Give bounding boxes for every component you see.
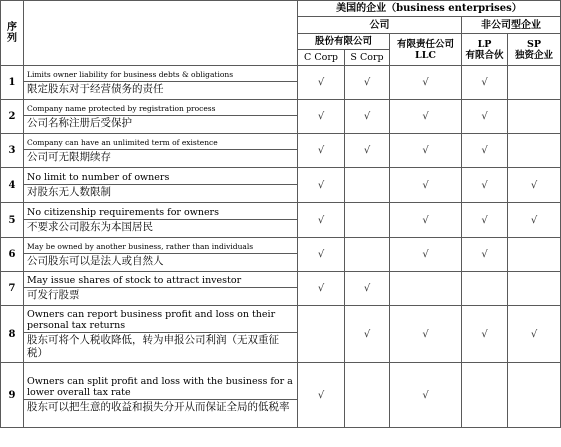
check-mark-icon: √ xyxy=(317,77,325,88)
feature-description xyxy=(24,134,298,168)
feature-chinese-text: 限定股东对于经营债务的责任 xyxy=(27,82,164,95)
check-mark-icon: √ xyxy=(317,249,325,260)
feature-chinese-text: 可发行股票 xyxy=(27,289,80,301)
row-number: 7 xyxy=(1,272,24,306)
row-number: 6 xyxy=(1,238,24,272)
index-header-text: 序 列 xyxy=(7,22,17,44)
lp-check-cell xyxy=(462,66,508,100)
llc-check-cell xyxy=(390,66,462,100)
check-mark-icon: √ xyxy=(317,179,325,191)
check-mark-icon: √ xyxy=(422,77,429,88)
business-enterprises-header: 美国的企业（business enterprises） xyxy=(298,1,561,17)
feature-chinese-text: 公司名称注册后受保护 xyxy=(27,116,132,129)
table-row xyxy=(1,203,561,238)
s-corp-check-cell xyxy=(345,100,390,134)
lp-check-cell xyxy=(462,100,508,134)
c-corp-header: C Corp xyxy=(298,50,345,66)
c-corp-check-cell xyxy=(298,134,345,168)
table-row xyxy=(1,100,561,134)
non-corporate-group-header: 非公司型企业 xyxy=(462,17,561,34)
sp-check-cell xyxy=(508,272,561,306)
lp-check-cell xyxy=(462,272,508,306)
llc-check-cell xyxy=(390,134,462,168)
lp-header xyxy=(462,34,508,66)
sp-check-cell xyxy=(508,66,561,100)
check-mark-icon: √ xyxy=(317,111,325,122)
lp-check-cell xyxy=(462,363,508,428)
check-mark-icon: √ xyxy=(363,145,371,156)
check-mark-icon: √ xyxy=(422,179,429,191)
llc-check-cell xyxy=(390,168,462,203)
check-mark-icon: √ xyxy=(363,77,371,88)
feature-description xyxy=(24,203,298,238)
c-corp-check-cell xyxy=(298,272,345,306)
feature-english-text: Limits owner liability for business debts & obligations xyxy=(24,68,297,82)
llc-check-cell xyxy=(390,100,462,134)
table-row xyxy=(1,306,561,363)
sp-header xyxy=(508,34,561,66)
table-row xyxy=(1,272,561,306)
table-row xyxy=(1,363,561,428)
lp-check-cell xyxy=(462,134,508,168)
check-mark-icon: √ xyxy=(530,214,538,226)
row-number: 4 xyxy=(1,168,24,203)
check-mark-icon: √ xyxy=(481,77,488,88)
lp-header-text: LP 有限合伙 xyxy=(465,38,504,61)
sp-header-text: SP 独资企业 xyxy=(514,38,553,61)
feature-chinese-text: 不要求公司股东为本国居民 xyxy=(27,220,153,233)
lp-check-cell xyxy=(462,238,508,272)
check-mark-icon: √ xyxy=(363,283,371,294)
feature-chinese-text: 股东可将个人税收降低，转为申报公司利润（无双重征税） xyxy=(27,333,279,359)
feature-english-text: Company can have an unlimited term of existence xyxy=(24,136,297,150)
row-number: 8 xyxy=(1,306,24,363)
s-corp-check-cell xyxy=(345,272,390,306)
check-mark-icon: √ xyxy=(422,145,429,156)
check-mark-icon: √ xyxy=(530,179,538,191)
index-column-header xyxy=(1,1,24,66)
check-mark-icon: √ xyxy=(481,111,488,122)
c-corp-check-cell xyxy=(298,363,345,428)
check-mark-icon: √ xyxy=(363,111,371,122)
sp-check-cell xyxy=(508,363,561,428)
sp-check-cell xyxy=(508,203,561,238)
table-row xyxy=(1,168,561,203)
feature-english-text: Owners can split profit and loss with the business for a lower overall tax rate xyxy=(24,374,297,400)
feature-description xyxy=(24,100,298,134)
s-corp-check-cell xyxy=(345,134,390,168)
c-corp-check-cell xyxy=(298,66,345,100)
s-corp-check-cell xyxy=(345,168,390,203)
sp-check-cell xyxy=(508,100,561,134)
description-column-header xyxy=(24,1,298,66)
table-row xyxy=(1,66,561,100)
feature-english-text: Company name protected by registration process xyxy=(24,102,297,116)
llc-check-cell xyxy=(390,363,462,428)
row-number: 2 xyxy=(1,100,24,134)
check-mark-icon: √ xyxy=(422,214,429,226)
llc-check-cell xyxy=(390,238,462,272)
c-corp-check-cell xyxy=(298,168,345,203)
check-mark-icon: √ xyxy=(317,214,325,226)
feature-description xyxy=(24,66,298,100)
check-mark-icon: √ xyxy=(481,328,488,340)
feature-description xyxy=(24,306,298,363)
check-mark-icon: √ xyxy=(363,328,371,340)
lp-check-cell xyxy=(462,203,508,238)
c-corp-check-cell xyxy=(298,238,345,272)
stock-corporation-header: 股份有限公司 xyxy=(298,34,390,50)
feature-english-text: No citizenship requirements for owners xyxy=(24,205,297,220)
llc-header-text: 有限责任公司 LLC xyxy=(396,38,454,61)
llc-check-cell xyxy=(390,203,462,238)
s-corp-check-cell xyxy=(345,363,390,428)
s-corp-header: S Corp xyxy=(345,50,390,66)
check-mark-icon: √ xyxy=(481,179,488,191)
check-mark-icon: √ xyxy=(530,328,538,340)
c-corp-check-cell xyxy=(298,306,345,363)
feature-english-text: May be owned by another business, rather than individuals xyxy=(24,240,297,254)
feature-description xyxy=(24,238,298,272)
check-mark-icon: √ xyxy=(422,111,429,122)
check-mark-icon: √ xyxy=(481,214,488,226)
s-corp-check-cell xyxy=(345,66,390,100)
row-number: 1 xyxy=(1,66,24,100)
sp-check-cell xyxy=(508,306,561,363)
feature-description xyxy=(24,272,298,306)
feature-english-text: May issue shares of stock to attract investor xyxy=(24,273,297,288)
sp-check-cell xyxy=(508,238,561,272)
llc-check-cell xyxy=(390,306,462,363)
lp-check-cell xyxy=(462,306,508,363)
s-corp-check-cell xyxy=(345,306,390,363)
check-mark-icon: √ xyxy=(317,283,325,294)
lp-check-cell xyxy=(462,168,508,203)
table-row xyxy=(1,134,561,168)
feature-description xyxy=(24,168,298,203)
c-corp-check-cell xyxy=(298,100,345,134)
s-corp-check-cell xyxy=(345,203,390,238)
check-mark-icon: √ xyxy=(422,389,429,401)
check-mark-icon: √ xyxy=(317,389,325,401)
row-number: 3 xyxy=(1,134,24,168)
corporation-group-header: 公司 xyxy=(298,17,462,34)
c-corp-check-cell xyxy=(298,203,345,238)
row-number: 9 xyxy=(1,363,24,428)
feature-chinese-text: 公司股东可以是法人或自然人 xyxy=(27,254,164,267)
llc-check-cell xyxy=(390,272,462,306)
feature-english-text: Owners can report business profit and loss on their personal tax returns xyxy=(24,307,297,333)
check-mark-icon: √ xyxy=(317,145,325,156)
feature-chinese-text: 股东可以把生意的收益和损失分开从而保证全局的低税率 xyxy=(27,401,290,413)
feature-english-text: No limit to number of owners xyxy=(24,170,297,185)
sp-check-cell xyxy=(508,168,561,203)
row-number: 5 xyxy=(1,203,24,238)
check-mark-icon: √ xyxy=(481,249,488,260)
sp-check-cell xyxy=(508,134,561,168)
feature-chinese-text: 公司可无限期续存 xyxy=(27,150,111,163)
llc-header xyxy=(390,34,462,66)
table-row xyxy=(1,238,561,272)
s-corp-check-cell xyxy=(345,238,390,272)
check-mark-icon: √ xyxy=(422,328,429,340)
check-mark-icon: √ xyxy=(422,249,429,260)
check-mark-icon: √ xyxy=(481,145,488,156)
feature-description xyxy=(24,363,298,428)
feature-chinese-text: 对股东无人数限制 xyxy=(27,185,111,198)
